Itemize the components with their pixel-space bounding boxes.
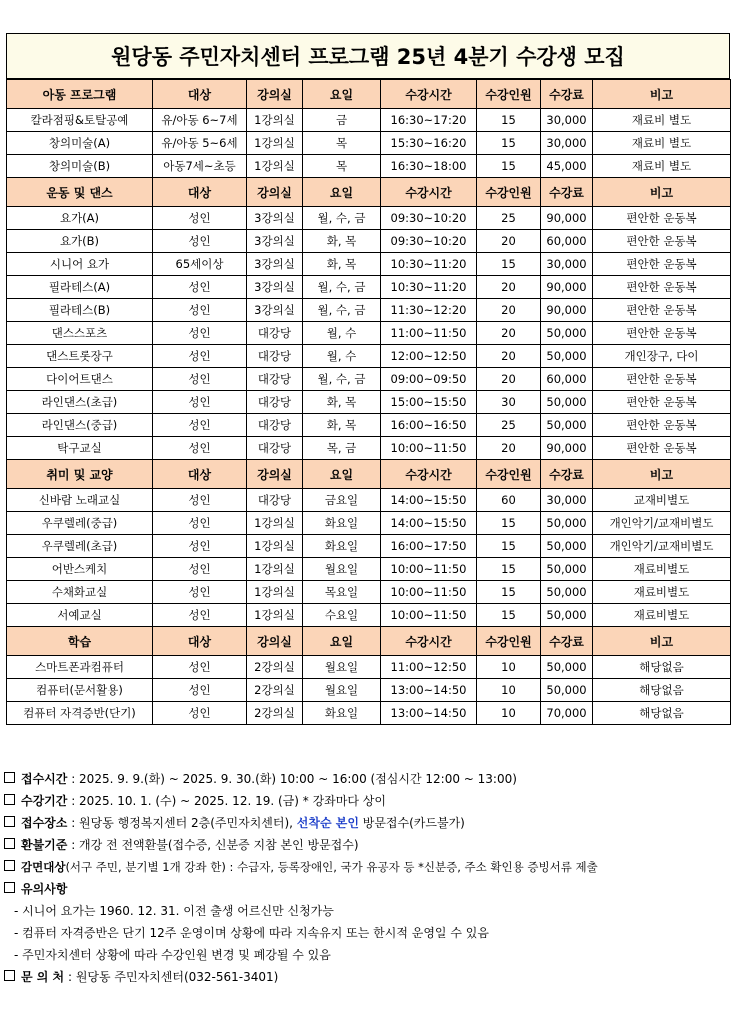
column-header: 수강인원 xyxy=(477,460,541,489)
checkbox-icon xyxy=(4,860,15,871)
column-header: 수강인원 xyxy=(477,627,541,656)
table-row xyxy=(7,558,731,581)
table-cell: 3강의실 xyxy=(247,207,303,230)
program-name-cell: 어반스케치 xyxy=(7,558,153,581)
table-cell: 90,000 xyxy=(541,437,593,460)
table-cell: 10:30~11:20 xyxy=(381,253,477,276)
table-row xyxy=(7,299,731,322)
table-cell: 09:30~10:20 xyxy=(381,207,477,230)
column-header: 대상 xyxy=(153,460,247,489)
table-cell: 성인 xyxy=(153,299,247,322)
table-cell: 재료비 별도 xyxy=(593,132,731,155)
column-header: 요일 xyxy=(303,80,381,109)
page-title: 원당동 주민자치센터 프로그램 25년 4분기 수강생 모집 xyxy=(6,33,730,79)
column-header: 수강료 xyxy=(541,178,593,207)
table-cell: 16:00~17:50 xyxy=(381,535,477,558)
table-cell: 성인 xyxy=(153,276,247,299)
table-cell: 화, 목 xyxy=(303,230,381,253)
table-cell: 11:00~12:50 xyxy=(381,656,477,679)
table-row xyxy=(7,702,731,725)
column-header: 요일 xyxy=(303,178,381,207)
table-cell: 50,000 xyxy=(541,581,593,604)
section-header-row xyxy=(7,80,731,109)
table-cell: 해당없음 xyxy=(593,702,731,725)
table-cell: 수요일 xyxy=(303,604,381,627)
table-row xyxy=(7,679,731,702)
table-cell: 16:30~18:00 xyxy=(381,155,477,178)
section-name: 아동 프로그램 xyxy=(7,80,153,109)
column-header: 수강시간 xyxy=(381,460,477,489)
table-cell: 10 xyxy=(477,656,541,679)
column-header: 강의실 xyxy=(247,80,303,109)
table-cell: 10:00~11:50 xyxy=(381,581,477,604)
table-row xyxy=(7,604,731,627)
program-table xyxy=(6,79,731,725)
table-cell: 14:00~15:50 xyxy=(381,512,477,535)
table-cell: 화요일 xyxy=(303,702,381,725)
column-header: 수강료 xyxy=(541,80,593,109)
table-cell: 성인 xyxy=(153,558,247,581)
column-header: 강의실 xyxy=(247,178,303,207)
table-cell: 45,000 xyxy=(541,155,593,178)
table-cell: 15:30~16:20 xyxy=(381,132,477,155)
table-cell: 1강의실 xyxy=(247,581,303,604)
table-cell: 60 xyxy=(477,489,541,512)
table-cell: 편안한 운동복 xyxy=(593,253,731,276)
table-cell: 월, 수 xyxy=(303,322,381,345)
table-cell: 10 xyxy=(477,679,541,702)
table-row xyxy=(7,581,731,604)
program-name-cell: 신바람 노래교실 xyxy=(7,489,153,512)
table-cell: 1강의실 xyxy=(247,109,303,132)
table-cell: 09:30~10:20 xyxy=(381,230,477,253)
column-header: 대상 xyxy=(153,80,247,109)
table-cell: 월, 수, 금 xyxy=(303,207,381,230)
table-row xyxy=(7,489,731,512)
table-cell: 화, 목 xyxy=(303,253,381,276)
table-cell: 월, 수 xyxy=(303,345,381,368)
table-cell: 3강의실 xyxy=(247,253,303,276)
table-cell: 개인장구, 다이 xyxy=(593,345,731,368)
table-cell: 1강의실 xyxy=(247,132,303,155)
column-header: 대상 xyxy=(153,178,247,207)
table-row xyxy=(7,512,731,535)
caution-item: - 컴퓨터 자격증반은 단기 12주 운영이며 상황에 따라 지속유지 또는 한시적 운영일 수 있음 xyxy=(14,926,489,940)
table-cell: 화, 목 xyxy=(303,414,381,437)
table-cell: 성인 xyxy=(153,322,247,345)
column-header: 수강인원 xyxy=(477,80,541,109)
table-cell: 대강당 xyxy=(247,414,303,437)
table-cell: 목요일 xyxy=(303,581,381,604)
course-period-note: 수강기간 : 2025. 10. 1. (수) ~ 2025. 12. 19. (금) * 강좌마다 상이 xyxy=(4,790,734,812)
program-name-cell: 필라테스(B) xyxy=(7,299,153,322)
table-cell: 대강당 xyxy=(247,345,303,368)
table-row xyxy=(7,656,731,679)
table-cell: 편안한 운동복 xyxy=(593,276,731,299)
table-cell: 13:00~14:50 xyxy=(381,679,477,702)
table-cell: 대강당 xyxy=(247,489,303,512)
table-row xyxy=(7,322,731,345)
column-header: 강의실 xyxy=(247,627,303,656)
table-cell: 60,000 xyxy=(541,368,593,391)
column-header: 수강시간 xyxy=(381,178,477,207)
table-cell: 해당없음 xyxy=(593,656,731,679)
contact-note: 문 의 처 : 원당동 주민자치센터(032-561-3401) xyxy=(4,966,734,988)
column-header: 수강시간 xyxy=(381,80,477,109)
section-header-row xyxy=(7,178,731,207)
table-row xyxy=(7,368,731,391)
table-cell: 15 xyxy=(477,155,541,178)
table-cell: 개인악기/교재비별도 xyxy=(593,512,731,535)
column-header: 요일 xyxy=(303,627,381,656)
table-cell: 성인 xyxy=(153,512,247,535)
table-cell: 재료비별도 xyxy=(593,558,731,581)
table-row xyxy=(7,414,731,437)
table-cell: 30,000 xyxy=(541,489,593,512)
table-cell: 15 xyxy=(477,512,541,535)
column-header: 수강인원 xyxy=(477,178,541,207)
table-cell: 10 xyxy=(477,702,541,725)
program-table-body xyxy=(7,80,731,725)
table-cell: 성인 xyxy=(153,230,247,253)
column-header: 수강료 xyxy=(541,627,593,656)
table-cell: 편안한 운동복 xyxy=(593,437,731,460)
table-cell: 교재비별도 xyxy=(593,489,731,512)
table-cell: 70,000 xyxy=(541,702,593,725)
table-cell: 90,000 xyxy=(541,207,593,230)
table-cell: 월요일 xyxy=(303,558,381,581)
table-cell: 50,000 xyxy=(541,656,593,679)
table-cell: 성인 xyxy=(153,656,247,679)
table-cell: 화요일 xyxy=(303,535,381,558)
table-cell: 성인 xyxy=(153,368,247,391)
table-cell: 11:00~11:50 xyxy=(381,322,477,345)
table-cell: 개인악기/교재비별도 xyxy=(593,535,731,558)
table-cell: 1강의실 xyxy=(247,558,303,581)
table-cell: 20 xyxy=(477,437,541,460)
table-cell: 2강의실 xyxy=(247,656,303,679)
program-name-cell: 창의미술(A) xyxy=(7,132,153,155)
reception-period-note: 접수시간 : 2025. 9. 9.(화) ~ 2025. 9. 30.(화) 10:00 ~ 16:00 (점심시간 12:00 ~ 13:00) xyxy=(4,768,734,790)
table-cell: 성인 xyxy=(153,702,247,725)
section-name: 학습 xyxy=(7,627,153,656)
table-cell: 90,000 xyxy=(541,299,593,322)
table-cell: 성인 xyxy=(153,489,247,512)
table-cell: 목 xyxy=(303,132,381,155)
table-cell: 15:00~15:50 xyxy=(381,391,477,414)
table-cell: 해당없음 xyxy=(593,679,731,702)
table-cell: 20 xyxy=(477,230,541,253)
program-name-cell: 수채화교실 xyxy=(7,581,153,604)
table-row xyxy=(7,230,731,253)
table-cell: 20 xyxy=(477,345,541,368)
table-cell: 15 xyxy=(477,253,541,276)
table-cell: 20 xyxy=(477,276,541,299)
table-cell: 편안한 운동복 xyxy=(593,391,731,414)
section-header-row xyxy=(7,627,731,656)
table-cell: 50,000 xyxy=(541,391,593,414)
program-name-cell: 칼라점핑&토탈공예 xyxy=(7,109,153,132)
table-cell: 10:00~11:50 xyxy=(381,437,477,460)
table-cell: 50,000 xyxy=(541,512,593,535)
table-cell: 90,000 xyxy=(541,276,593,299)
program-name-cell: 컴퓨터 자격증반(단기) xyxy=(7,702,153,725)
refund-note: 환불기준 : 개강 전 전액환불(접수증, 신분증 지참 본인 방문접수) xyxy=(4,834,734,856)
program-name-cell: 서예교실 xyxy=(7,604,153,627)
table-cell: 아동7세~초등 xyxy=(153,155,247,178)
table-cell: 50,000 xyxy=(541,345,593,368)
table-cell: 50,000 xyxy=(541,604,593,627)
table-cell: 월, 수, 금 xyxy=(303,299,381,322)
table-cell: 성인 xyxy=(153,414,247,437)
table-row xyxy=(7,391,731,414)
table-cell: 50,000 xyxy=(541,535,593,558)
table-cell: 월요일 xyxy=(303,679,381,702)
program-name-cell: 스마트폰과컴퓨터 xyxy=(7,656,153,679)
table-cell: 15 xyxy=(477,581,541,604)
table-cell: 2강의실 xyxy=(247,679,303,702)
reception-place-note: 접수장소 : 원당동 행정복지센터 2층(주민자치센터), 선착순 본인 방문접수(카드불가) xyxy=(4,812,734,834)
column-header: 강의실 xyxy=(247,460,303,489)
table-cell: 1강의실 xyxy=(247,535,303,558)
table-cell: 50,000 xyxy=(541,414,593,437)
table-cell: 12:00~12:50 xyxy=(381,345,477,368)
table-cell: 13:00~14:50 xyxy=(381,702,477,725)
table-cell: 월, 수, 금 xyxy=(303,276,381,299)
table-cell: 성인 xyxy=(153,604,247,627)
table-cell: 3강의실 xyxy=(247,299,303,322)
program-name-cell: 라인댄스(초급) xyxy=(7,391,153,414)
table-cell: 25 xyxy=(477,207,541,230)
program-name-cell: 요가(A) xyxy=(7,207,153,230)
table-row xyxy=(7,276,731,299)
table-cell: 2강의실 xyxy=(247,702,303,725)
program-name-cell: 댄스스포츠 xyxy=(7,322,153,345)
table-cell: 20 xyxy=(477,299,541,322)
table-cell: 15 xyxy=(477,604,541,627)
table-cell: 재료비 별도 xyxy=(593,155,731,178)
column-header: 대상 xyxy=(153,627,247,656)
program-name-cell: 시니어 요가 xyxy=(7,253,153,276)
table-cell: 30,000 xyxy=(541,132,593,155)
table-cell: 15 xyxy=(477,132,541,155)
table-cell: 편안한 운동복 xyxy=(593,368,731,391)
table-cell: 20 xyxy=(477,368,541,391)
program-name-cell: 탁구교실 xyxy=(7,437,153,460)
table-cell: 성인 xyxy=(153,391,247,414)
checkbox-icon xyxy=(4,838,15,849)
table-row xyxy=(7,207,731,230)
table-cell: 편안한 운동복 xyxy=(593,299,731,322)
program-name-cell: 라인댄스(중급) xyxy=(7,414,153,437)
table-cell: 대강당 xyxy=(247,437,303,460)
caution-item: - 시니어 요가는 1960. 12. 31. 이전 출생 어르신만 신청가능 xyxy=(14,904,334,918)
program-name-cell: 창의미술(B) xyxy=(7,155,153,178)
table-cell: 목 xyxy=(303,155,381,178)
table-cell: 15 xyxy=(477,558,541,581)
column-header: 비고 xyxy=(593,80,731,109)
column-header: 수강시간 xyxy=(381,627,477,656)
first-come-highlight: 선착순 본인 xyxy=(296,816,359,830)
table-cell: 10:00~11:50 xyxy=(381,604,477,627)
table-cell: 편안한 운동복 xyxy=(593,207,731,230)
table-cell: 화요일 xyxy=(303,512,381,535)
program-name-cell: 우쿠렐레(초급) xyxy=(7,535,153,558)
program-name-cell: 우쿠렐레(중급) xyxy=(7,512,153,535)
table-cell: 대강당 xyxy=(247,368,303,391)
table-row xyxy=(7,132,731,155)
program-name-cell: 요가(B) xyxy=(7,230,153,253)
table-cell: 3강의실 xyxy=(247,230,303,253)
table-cell: 목, 금 xyxy=(303,437,381,460)
program-name-cell: 컴퓨터(문서활용) xyxy=(7,679,153,702)
caution-item: - 주민자치센터 상황에 따라 수강인원 변경 및 폐강될 수 있음 xyxy=(14,948,331,962)
table-cell: 1강의실 xyxy=(247,604,303,627)
table-cell: 유/아동 5~6세 xyxy=(153,132,247,155)
table-cell: 대강당 xyxy=(247,391,303,414)
section-name: 취미 및 교양 xyxy=(7,460,153,489)
table-cell: 30,000 xyxy=(541,253,593,276)
caution-note: 유의사항 xyxy=(4,878,734,900)
section-header-row xyxy=(7,460,731,489)
checkbox-icon xyxy=(4,816,15,827)
table-cell: 10:00~11:50 xyxy=(381,558,477,581)
table-cell: 유/아동 6~7세 xyxy=(153,109,247,132)
table-cell: 편안한 운동복 xyxy=(593,414,731,437)
table-cell: 50,000 xyxy=(541,558,593,581)
table-cell: 1강의실 xyxy=(247,512,303,535)
table-cell: 성인 xyxy=(153,207,247,230)
checkbox-icon xyxy=(4,882,15,893)
table-cell: 15 xyxy=(477,535,541,558)
table-cell: 15 xyxy=(477,109,541,132)
table-cell: 재료비 별도 xyxy=(593,109,731,132)
program-sheet xyxy=(6,33,730,725)
table-cell: 화, 목 xyxy=(303,391,381,414)
column-header: 비고 xyxy=(593,460,731,489)
table-row xyxy=(7,155,731,178)
table-row xyxy=(7,345,731,368)
program-name-cell: 댄스트롯장구 xyxy=(7,345,153,368)
program-name-cell: 다이어트댄스 xyxy=(7,368,153,391)
table-cell: 편안한 운동복 xyxy=(593,322,731,345)
column-header: 비고 xyxy=(593,627,731,656)
table-cell: 60,000 xyxy=(541,230,593,253)
table-cell: 09:00~09:50 xyxy=(381,368,477,391)
table-cell: 월요일 xyxy=(303,656,381,679)
checkbox-icon xyxy=(4,794,15,805)
table-cell: 30,000 xyxy=(541,109,593,132)
checkbox-icon xyxy=(4,772,15,783)
table-cell: 재료비별도 xyxy=(593,581,731,604)
table-cell: 금 xyxy=(303,109,381,132)
column-header: 요일 xyxy=(303,460,381,489)
table-row xyxy=(7,109,731,132)
discount-note: 감면대상(서구 주민, 분기별 1개 강좌 한) : 수급자, 등록장애인, 국가 유공자 등 *신분증, 주소 확인용 증빙서류 제출 xyxy=(4,856,734,878)
table-cell: 성인 xyxy=(153,345,247,368)
table-cell: 16:00~16:50 xyxy=(381,414,477,437)
table-cell: 10:30~11:20 xyxy=(381,276,477,299)
table-row xyxy=(7,437,731,460)
table-cell: 20 xyxy=(477,322,541,345)
program-name-cell: 필라테스(A) xyxy=(7,276,153,299)
table-cell: 월, 수, 금 xyxy=(303,368,381,391)
notice-section xyxy=(4,768,734,988)
section-name: 운동 및 댄스 xyxy=(7,178,153,207)
table-cell: 편안한 운동복 xyxy=(593,230,731,253)
column-header: 비고 xyxy=(593,178,731,207)
table-cell: 성인 xyxy=(153,535,247,558)
table-cell: 성인 xyxy=(153,679,247,702)
table-row xyxy=(7,253,731,276)
table-cell: 30 xyxy=(477,391,541,414)
checkbox-icon xyxy=(4,970,15,981)
table-cell: 50,000 xyxy=(541,679,593,702)
table-cell: 성인 xyxy=(153,437,247,460)
column-header: 수강료 xyxy=(541,460,593,489)
table-row xyxy=(7,535,731,558)
table-cell: 16:30~17:20 xyxy=(381,109,477,132)
table-cell: 대강당 xyxy=(247,322,303,345)
table-cell: 14:00~15:50 xyxy=(381,489,477,512)
table-cell: 65세이상 xyxy=(153,253,247,276)
table-cell: 50,000 xyxy=(541,322,593,345)
table-cell: 25 xyxy=(477,414,541,437)
table-cell: 성인 xyxy=(153,581,247,604)
table-cell: 재료비별도 xyxy=(593,604,731,627)
table-cell: 3강의실 xyxy=(247,276,303,299)
table-cell: 1강의실 xyxy=(247,155,303,178)
table-cell: 금요일 xyxy=(303,489,381,512)
table-cell: 11:30~12:20 xyxy=(381,299,477,322)
